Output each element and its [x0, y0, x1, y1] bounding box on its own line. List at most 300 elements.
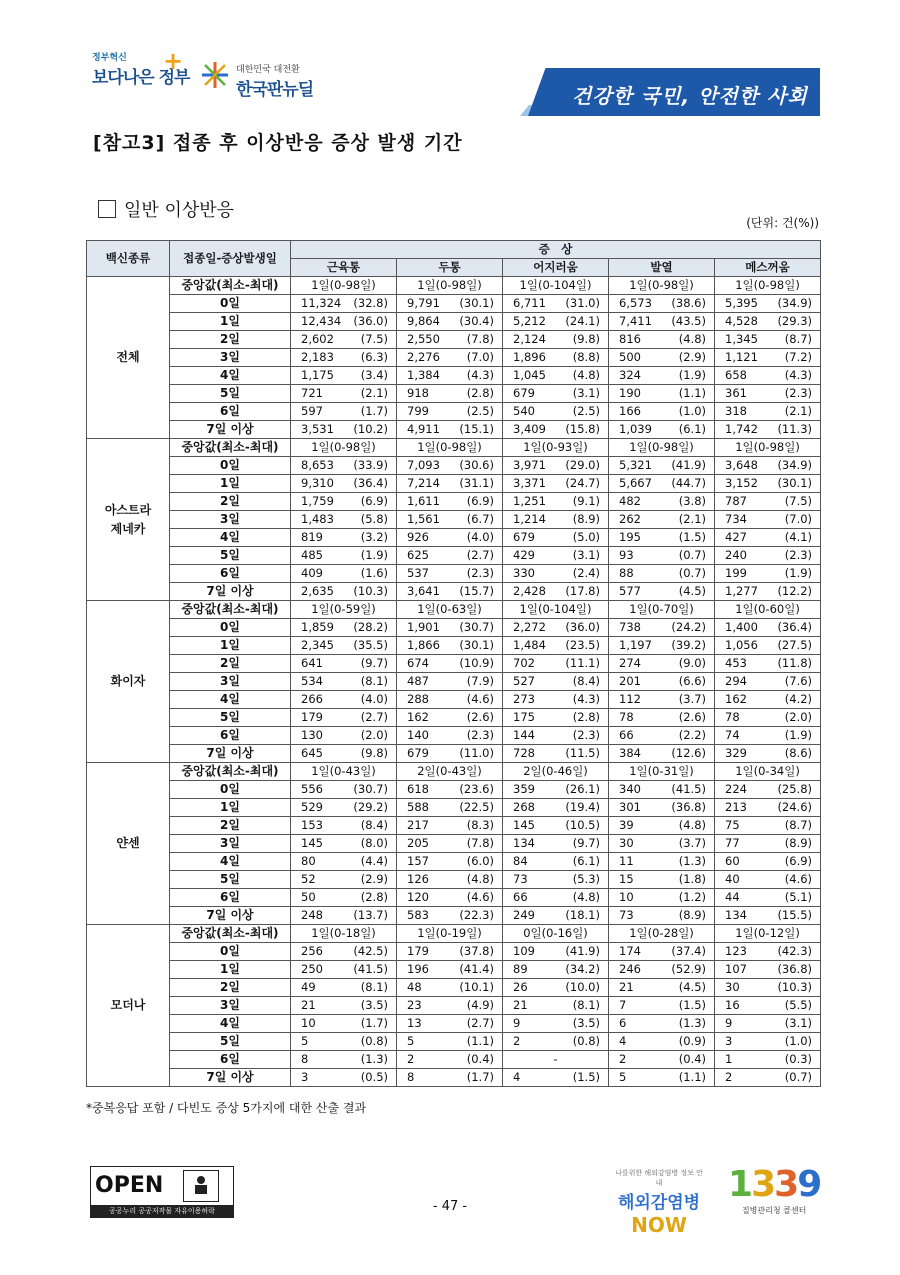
page-number: - 47 - — [432, 1199, 468, 1214]
count-value: 3,648 — [725, 458, 758, 472]
open-caption: 공공누리 공공저작물 자유이용허락 — [91, 1205, 233, 1217]
count-pair — [715, 295, 820, 312]
now-word: NOW — [631, 1213, 687, 1237]
percent-value: (7.8) — [466, 836, 494, 850]
count-pair — [609, 349, 714, 366]
percent-value: (2.3) — [466, 728, 494, 742]
percent-value: (1.9) — [360, 548, 388, 562]
count-pair — [609, 727, 714, 744]
table-row — [87, 997, 821, 1015]
vaccine-name: 전체 — [116, 350, 140, 364]
count-value: 11,324 — [301, 296, 342, 310]
header-symptom-col: 메스꺼움 — [715, 259, 821, 277]
count-cell — [715, 385, 821, 403]
interval-label: 4일 — [170, 691, 291, 709]
percent-value: (1.3) — [360, 1052, 388, 1066]
count-cell — [503, 745, 609, 763]
count-pair — [397, 385, 502, 402]
percent-value: (2.5) — [572, 404, 600, 418]
percent-value: (5.0) — [572, 530, 600, 544]
count-cell — [397, 583, 503, 601]
count-value: 195 — [619, 530, 641, 544]
count-pair — [291, 637, 396, 654]
percent-value: (8.0) — [360, 836, 388, 850]
count-cell — [715, 853, 821, 871]
count-value: 1,859 — [301, 620, 334, 634]
percent-value: (11.3) — [777, 422, 813, 436]
header-symptom-col: 근육통 — [291, 259, 397, 277]
percent-value: (0.7) — [678, 566, 706, 580]
count-cell — [397, 1015, 503, 1033]
count-cell — [715, 313, 821, 331]
count-cell — [609, 457, 715, 475]
count-cell — [503, 403, 609, 421]
percent-value: (2.6) — [466, 710, 494, 724]
count-pair — [291, 727, 396, 744]
count-pair — [397, 511, 502, 528]
count-pair — [609, 1051, 714, 1068]
interval-label: 3일 — [170, 349, 291, 367]
count-value: 52 — [301, 872, 316, 886]
count-value: 74 — [725, 728, 740, 742]
count-cell — [609, 799, 715, 817]
median-row — [87, 601, 821, 619]
count-value: 30 — [619, 836, 634, 850]
count-pair — [715, 457, 820, 474]
percent-value: (4.8) — [678, 818, 706, 832]
count-cell — [397, 403, 503, 421]
count-pair — [609, 367, 714, 384]
count-pair — [609, 475, 714, 492]
median-cell: 1일(0-98일) — [397, 439, 503, 457]
percent-value: (2.3) — [784, 386, 813, 400]
count-cell — [609, 817, 715, 835]
empty-cell: - — [503, 1051, 609, 1069]
percent-value: (4.9) — [466, 998, 494, 1012]
count-cell — [291, 745, 397, 763]
percent-value: (1.5) — [678, 998, 706, 1012]
count-cell — [291, 493, 397, 511]
count-value: 721 — [301, 386, 323, 400]
percent-value: (3.1) — [784, 1016, 813, 1030]
count-pair — [291, 313, 396, 330]
count-value: 2 — [513, 1034, 521, 1048]
median-cell: 1일(0-93일) — [503, 439, 609, 457]
header-symptom-col: 어지러움 — [503, 259, 609, 277]
interval-label: 1일 — [170, 799, 291, 817]
count-cell — [397, 637, 503, 655]
percent-value: (3.2) — [360, 530, 388, 544]
table-row — [87, 367, 821, 385]
vaccine-name-cell — [87, 439, 170, 601]
interval-label: 5일 — [170, 709, 291, 727]
count-value: 3 — [725, 1034, 733, 1048]
median-cell: 1일(0-18일) — [291, 925, 397, 943]
table-row — [87, 745, 821, 763]
count-cell — [503, 781, 609, 799]
percent-value: (4.0) — [466, 530, 494, 544]
count-pair — [397, 997, 502, 1014]
count-pair — [503, 421, 608, 438]
count-cell — [291, 511, 397, 529]
count-value: 5,667 — [619, 476, 652, 490]
count-cell — [715, 817, 821, 835]
count-value: 787 — [725, 494, 747, 508]
percent-value: (2.0) — [784, 710, 813, 724]
header-vaccine-type: 백신종류 — [87, 241, 170, 277]
percent-value: (3.7) — [678, 692, 706, 706]
count-pair — [503, 1033, 608, 1050]
table-row — [87, 781, 821, 799]
count-value: 50 — [301, 890, 316, 904]
vaccine-name-cell — [87, 925, 170, 1087]
count-pair — [503, 457, 608, 474]
count-cell — [291, 619, 397, 637]
count-value: 205 — [407, 836, 429, 850]
percent-value: (5.5) — [784, 998, 813, 1012]
count-cell — [715, 835, 821, 853]
count-value: 583 — [407, 908, 429, 922]
percent-value: (39.2) — [671, 638, 706, 652]
percent-value: (1.9) — [784, 728, 813, 742]
count-cell — [609, 331, 715, 349]
count-value: 2 — [725, 1070, 733, 1084]
count-value: 427 — [725, 530, 747, 544]
count-value: 2,183 — [301, 350, 334, 364]
count-pair — [715, 907, 820, 924]
count-pair — [715, 853, 820, 870]
count-pair — [397, 313, 502, 330]
percent-value: (30.6) — [459, 458, 494, 472]
vaccine-name: 모더나 — [110, 998, 146, 1012]
count-value: 2,276 — [407, 350, 440, 364]
count-pair — [503, 1015, 608, 1032]
interval-label: 4일 — [170, 367, 291, 385]
count-cell — [609, 871, 715, 889]
count-pair — [503, 475, 608, 492]
count-value: 534 — [301, 674, 323, 688]
count-pair — [503, 961, 608, 978]
count-cell — [503, 457, 609, 475]
count-value: 4,528 — [725, 314, 758, 328]
percent-value: (0.5) — [360, 1070, 388, 1084]
count-cell — [397, 1069, 503, 1087]
percent-value: (7.8) — [466, 332, 494, 346]
count-value: 361 — [725, 386, 747, 400]
count-cell — [503, 349, 609, 367]
count-value: 324 — [619, 368, 641, 382]
count-pair — [715, 673, 820, 690]
count-value: 679 — [513, 530, 535, 544]
vaccine-name-cell — [87, 763, 170, 925]
count-pair — [609, 943, 714, 960]
count-cell — [503, 1015, 609, 1033]
count-cell — [609, 907, 715, 925]
table-row — [87, 691, 821, 709]
count-cell — [609, 655, 715, 673]
count-pair — [503, 349, 608, 366]
count-value: 89 — [513, 962, 528, 976]
count-pair — [715, 979, 820, 996]
count-value: 2,635 — [301, 584, 334, 598]
percent-value: (1.9) — [784, 566, 813, 580]
count-pair — [397, 547, 502, 564]
median-cell: 1일(0-98일) — [397, 277, 503, 295]
count-pair — [715, 709, 820, 726]
count-cell — [503, 637, 609, 655]
unit-note: (단위: 건(%)) — [746, 216, 819, 230]
count-pair — [609, 907, 714, 924]
percent-value: (27.5) — [777, 638, 813, 652]
count-cell — [291, 367, 397, 385]
percent-value: (1.1) — [466, 1034, 494, 1048]
plus-icon: + — [163, 47, 184, 75]
percent-value: (17.8) — [565, 584, 600, 598]
table-row — [87, 583, 821, 601]
table-row — [87, 565, 821, 583]
count-value: 166 — [619, 404, 641, 418]
count-pair — [397, 745, 502, 762]
count-value: 109 — [513, 944, 535, 958]
count-value: 4 — [513, 1070, 521, 1084]
count-value: 728 — [513, 746, 535, 760]
count-value: 256 — [301, 944, 323, 958]
table-row — [87, 313, 821, 331]
count-value: 6 — [619, 1016, 627, 1030]
count-cell — [397, 673, 503, 691]
percent-value: (15.8) — [565, 422, 600, 436]
count-cell — [609, 745, 715, 763]
table-row — [87, 349, 821, 367]
count-value: 5,321 — [619, 458, 652, 472]
count-value: 60 — [725, 854, 740, 868]
count-pair — [715, 331, 820, 348]
count-cell — [503, 853, 609, 871]
count-cell — [397, 1051, 503, 1069]
count-pair — [503, 997, 608, 1014]
count-value: 597 — [301, 404, 323, 418]
percent-value: (41.5) — [353, 962, 388, 976]
count-value: 2,124 — [513, 332, 546, 346]
count-value: 44 — [725, 890, 740, 904]
count-pair — [715, 745, 820, 762]
count-pair — [503, 511, 608, 528]
interval-label: 6일 — [170, 727, 291, 745]
overseas-infection-now-logo — [612, 1168, 706, 1237]
count-cell — [503, 385, 609, 403]
vaccine-name: 아스트라 — [104, 502, 152, 517]
interval-label: 1일 — [170, 313, 291, 331]
count-value: 1,056 — [725, 638, 758, 652]
count-pair — [291, 547, 396, 564]
logo2-small-text: 대한민국 대전환 — [236, 65, 300, 75]
count-pair — [609, 547, 714, 564]
count-cell — [609, 781, 715, 799]
percent-value: (24.1) — [565, 314, 600, 328]
count-pair — [503, 493, 608, 510]
count-cell — [397, 457, 503, 475]
count-value: 409 — [301, 566, 323, 580]
count-cell — [715, 1051, 821, 1069]
count-pair — [609, 691, 714, 708]
percent-value: (22.3) — [459, 908, 494, 922]
count-pair — [609, 331, 714, 348]
count-pair — [503, 691, 608, 708]
count-cell — [291, 295, 397, 313]
count-pair — [397, 493, 502, 510]
count-pair — [503, 529, 608, 546]
count-value: 9,791 — [407, 296, 440, 310]
count-cell — [609, 421, 715, 439]
count-pair — [503, 727, 608, 744]
percent-value: (4.5) — [678, 584, 706, 598]
count-pair — [609, 889, 714, 906]
percent-value: (3.1) — [572, 548, 600, 562]
count-pair — [291, 367, 396, 384]
count-pair — [291, 853, 396, 870]
count-cell — [715, 403, 821, 421]
count-cell — [291, 835, 397, 853]
count-pair — [609, 799, 714, 816]
table-row — [87, 871, 821, 889]
percent-value: (10.3) — [777, 980, 813, 994]
count-value: 734 — [725, 512, 747, 526]
percent-value: (3.5) — [572, 1016, 600, 1030]
interval-label: 0일 — [170, 295, 291, 313]
count-value: 248 — [301, 908, 323, 922]
median-cell: 2일(0-43일) — [397, 763, 503, 781]
count-value: 75 — [725, 818, 740, 832]
percent-value: (5.3) — [572, 872, 600, 886]
count-pair — [609, 961, 714, 978]
count-cell — [291, 1015, 397, 1033]
count-pair — [609, 817, 714, 834]
median-cell: 1일(0-70일) — [609, 601, 715, 619]
count-cell — [715, 565, 821, 583]
percent-value: (2.3) — [784, 548, 813, 562]
percent-value: (10.5) — [565, 818, 600, 832]
count-cell — [397, 511, 503, 529]
percent-value: (0.8) — [360, 1034, 388, 1048]
percent-value: (15.1) — [459, 422, 494, 436]
percent-value: (36.4) — [353, 476, 388, 490]
count-pair — [609, 979, 714, 996]
count-pair — [503, 781, 608, 798]
count-pair — [715, 529, 820, 546]
count-pair — [397, 565, 502, 582]
interval-label: 2일 — [170, 493, 291, 511]
percent-value: (26.1) — [565, 782, 600, 796]
count-pair — [715, 943, 820, 960]
count-value: 1,742 — [725, 422, 758, 436]
count-cell — [291, 547, 397, 565]
count-cell — [291, 961, 397, 979]
percent-value: (8.1) — [572, 998, 600, 1012]
percent-value: (7.2) — [784, 350, 813, 364]
count-pair — [609, 853, 714, 870]
count-value: 3,641 — [407, 584, 440, 598]
percent-value: (42.5) — [353, 944, 388, 958]
percent-value: (18.1) — [565, 908, 600, 922]
count-value: 134 — [513, 836, 535, 850]
count-cell — [397, 943, 503, 961]
count-value: 8,653 — [301, 458, 334, 472]
count-cell — [609, 727, 715, 745]
count-pair — [397, 403, 502, 420]
count-pair — [291, 1069, 396, 1086]
count-cell — [609, 961, 715, 979]
count-cell — [609, 943, 715, 961]
percent-value: (0.9) — [678, 1034, 706, 1048]
count-cell — [291, 655, 397, 673]
count-cell — [503, 583, 609, 601]
count-value: 819 — [301, 530, 323, 544]
count-pair — [715, 403, 820, 420]
count-value: 641 — [301, 656, 323, 670]
count-pair — [503, 547, 608, 564]
count-value: 540 — [513, 404, 535, 418]
count-cell — [503, 655, 609, 673]
count-value: 6,711 — [513, 296, 546, 310]
interval-label: 1일 — [170, 475, 291, 493]
percent-value: (1.0) — [784, 1034, 813, 1048]
count-value: 40 — [725, 872, 740, 886]
table-row — [87, 979, 821, 997]
count-value: 3,409 — [513, 422, 546, 436]
percent-value: (1.8) — [678, 872, 706, 886]
count-cell — [397, 799, 503, 817]
count-value: 153 — [301, 818, 323, 832]
median-cell: 1일(0-28일) — [609, 925, 715, 943]
count-pair — [503, 385, 608, 402]
percent-value: (15.7) — [459, 584, 494, 598]
count-cell — [503, 295, 609, 313]
count-value: 1,759 — [301, 494, 334, 508]
count-pair — [397, 907, 502, 924]
count-value: 9,310 — [301, 476, 334, 490]
count-pair — [291, 1033, 396, 1050]
count-pair — [291, 799, 396, 816]
interval-label: 0일 — [170, 457, 291, 475]
count-value: 4,911 — [407, 422, 440, 436]
count-cell — [609, 313, 715, 331]
count-cell — [397, 565, 503, 583]
count-cell — [503, 997, 609, 1015]
count-cell — [503, 475, 609, 493]
count-pair — [291, 1051, 396, 1068]
count-cell — [715, 457, 821, 475]
count-pair — [715, 817, 820, 834]
count-value: 816 — [619, 332, 641, 346]
count-cell — [715, 961, 821, 979]
count-value: 84 — [513, 854, 528, 868]
count-value: 674 — [407, 656, 429, 670]
percent-value: (36.0) — [353, 314, 388, 328]
percent-value: (30.1) — [459, 638, 494, 652]
count-value: 250 — [301, 962, 323, 976]
percent-value: (4.3) — [784, 368, 813, 382]
table-row — [87, 1069, 821, 1087]
count-pair — [291, 295, 396, 312]
count-value: 359 — [513, 782, 535, 796]
count-cell — [609, 1033, 715, 1051]
percent-value: (6.1) — [678, 422, 706, 436]
percent-value: (30.1) — [777, 476, 813, 490]
count-cell — [609, 511, 715, 529]
count-value: 1,214 — [513, 512, 546, 526]
count-pair — [291, 997, 396, 1014]
percent-value: (2.9) — [360, 872, 388, 886]
